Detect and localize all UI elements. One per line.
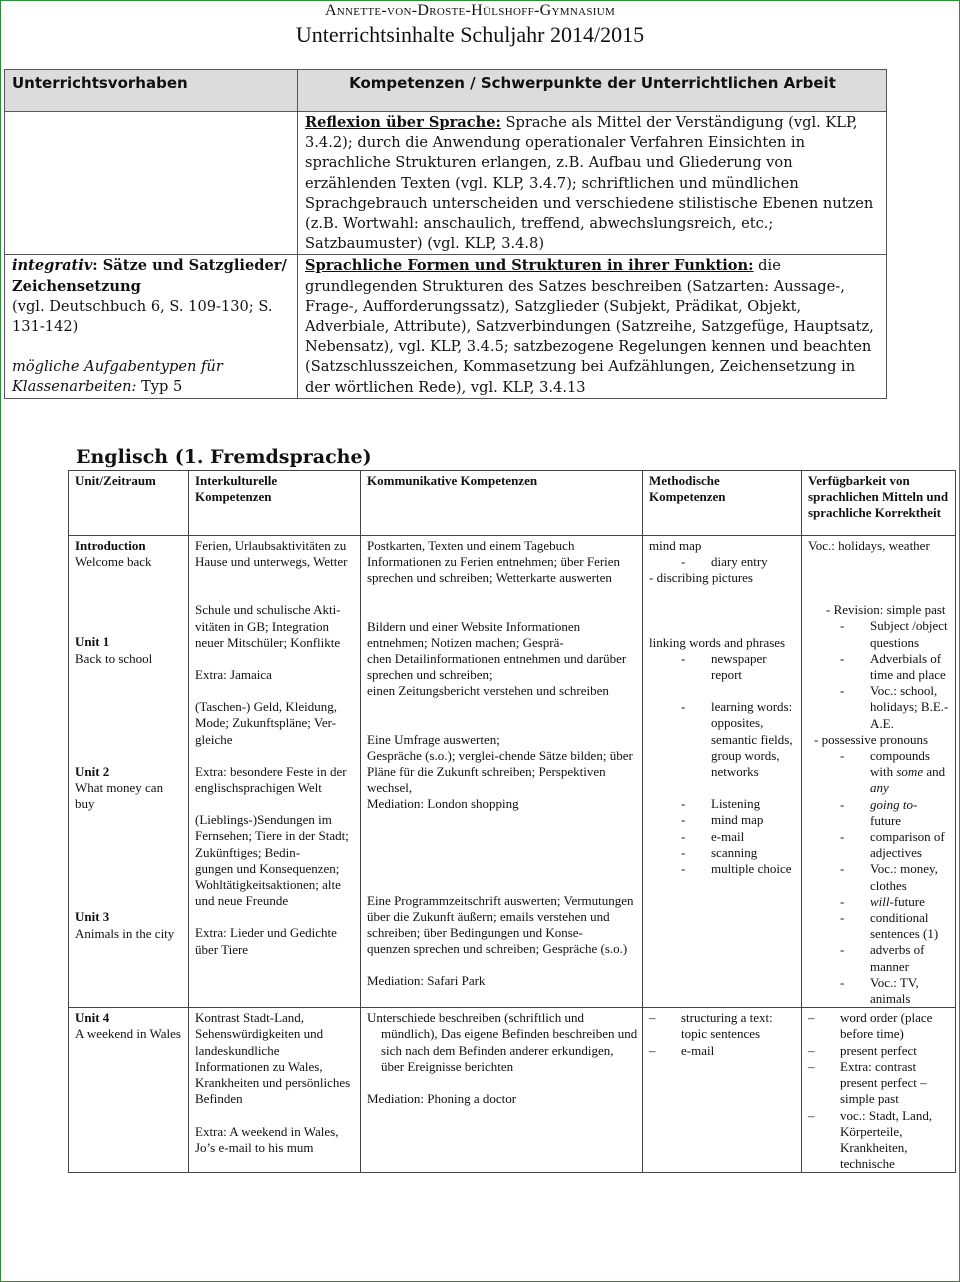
unit4-intercultural-cell — [189, 1008, 361, 1173]
col-header-kompetenzen: Kompetenzen / Schwerpunkte der Unterrichtlichen Arbeit — [298, 70, 887, 112]
col-header-methodical: Methodische Kompetenzen — [643, 471, 802, 536]
unit1-meth-report: - newspaper report — [649, 651, 797, 683]
unit2-extra: Extra: besondere Feste in der englischsprachigen Welt — [195, 763, 347, 796]
unit3-ling-voc-tv: - Voc.: TV, animals — [808, 975, 951, 1007]
unit4-communicative-cell — [361, 1008, 643, 1173]
reflexion-cell — [298, 112, 887, 255]
intro-title: Introduction — [75, 538, 146, 553]
unit4-meth-email: – e-mail — [649, 1043, 797, 1059]
unit4-mediation: Mediation: Phoning a doctor — [367, 1091, 517, 1107]
unit1-title: Unit 1 — [75, 634, 110, 650]
english-header-row — [69, 471, 956, 536]
intro-meth-pictures: - discribing pictures — [649, 570, 753, 586]
unit1-meth-head: linking words and phrases — [649, 634, 786, 650]
unit4-extra: Extra: A weekend in Wales, Jo’s e-mail to his mum — [195, 1123, 339, 1155]
col-header-vorhaben: Unterrichtsvorhaben — [5, 70, 298, 112]
going-to-text: going to- — [870, 796, 918, 812]
unit1-extra: Extra: Jamaica — [195, 667, 272, 683]
unit1-ling-head: - Revision: simple past — [826, 602, 946, 618]
will-text: will — [870, 893, 890, 909]
unit2-ling-head: - possessive pronouns — [814, 731, 929, 747]
col-header-unit: Unit/Zeitraum — [69, 471, 189, 536]
compounds-text: compounds with — [870, 748, 930, 780]
unit3-meth-mindmap: - mind map — [649, 812, 797, 828]
unit3-meth-listening: - Listening — [649, 796, 797, 812]
unit3-subtitle: Animals in the city — [75, 925, 175, 941]
unit3-meth-email: - e-mail — [649, 829, 797, 845]
empty-cell — [5, 112, 298, 255]
will-future: -future — [889, 893, 925, 909]
unit3-ling-conditional: - conditional sentences (1) — [808, 910, 951, 942]
unit4-unit-cell — [69, 1008, 189, 1173]
aufgabentyp-value: Typ 5 — [136, 378, 183, 396]
unit3-ling-comparison: - comparison of adjectives — [808, 829, 951, 861]
unit3-ling-voc-money: - Voc.: money, clothes — [808, 861, 951, 893]
unit3-ling-will — [808, 894, 951, 910]
unit3-title: Unit 3 — [75, 909, 110, 925]
unit3-communicative: Eine Programmzeitschrift auswerten; Vermutungen über die Zukunft äußern; emails verstehen und schreiben; über Bedingungen und Konse- quenzen sprechen und schreiben; Gespräche (s.o.) — [367, 892, 634, 957]
school-name: Annette-von-Droste-Hülshoff-Gymnasium — [324, 2, 616, 19]
intro-ling: Voc.: holidays, weather — [808, 538, 930, 553]
intro-meth-mindmap: mind map — [649, 538, 702, 553]
unit4-meth-structuring: – structuring a text: topic sentences — [649, 1010, 797, 1042]
intro-subtitle: Welcome back — [75, 554, 152, 570]
aufgabentypen-label: mögliche Aufgabentypen für Klassenarbeiten: — [12, 358, 223, 396]
unit3-intercultural: (Lieblings-)Sendungen im Fernsehen; Tiere in der Stadt; Zukünftiges; Bedin- gungen und Konsequenzen; Wohltätigkeitsaktionen; alte und neue Freunde — [195, 812, 349, 909]
saetze-topic: : Sätze und Satzglieder/ Zeichensetzung — [12, 257, 287, 295]
col-header-intercultural: Interkulturelle Kompetenzen — [189, 471, 361, 536]
unit2-title: Unit 2 — [75, 763, 110, 779]
unit1-intercultural: Schule und schulische Akti- vitäten in GB; Integration neuer Mitschüler; Konflikte — [195, 602, 341, 650]
linguistic-column — [802, 536, 956, 1008]
unit4-ling-contrast: – Extra: contrast present perfect – simple past — [808, 1059, 951, 1108]
strukturen-cell — [298, 255, 887, 398]
units-row — [69, 536, 956, 1008]
deutsch-header-row — [5, 70, 887, 112]
unit4-linguistic-cell — [802, 1008, 956, 1173]
unit2-communicative: Eine Umfrage auswerten; Gespräche (s.o.); verglei-chende Sätze bilden; über Pläne für die Zukunft schreiben; Perspektiven wechsel, Mediation: London shopping — [367, 731, 633, 812]
unit1-communicative: Bildern und einer Website Informationen entnehmen; Notizen machen; Gesprä- chen Detailinformationen entnehmen und darüber sprechen und schreiben; einen Zeitungsbericht verstehen und schreiben — [367, 618, 627, 699]
unit1-meth-learning: - learning words: opposites, semantic fields, group words, networks — [649, 699, 797, 780]
unit4-title: Unit 4 — [75, 1010, 110, 1026]
communicative-column — [361, 536, 643, 1008]
strukturen-text: die grundlegenden Strukturen des Satzes beschreiben (Satzarten: Aussage-, Frage-, Aufforderungssatz), Satzglieder (Subjekt, Prädikat, Objekt, Adverbiale, Attribute), Satzverbindungen (Satzreihe, Satzgefüge, Hauptsatz, Nebensatz), vgl. KLP, 3.4.5; satzbezogene Regelungen kennen und beachten (Satzschlusszeichen, Kommasetzung bei Aufzählungen, Zeichensetzung in der wörtlichen Rede), vgl. KLP, 3.4.13 — [305, 257, 874, 396]
unit1-ling-adverbials: - Adverbials of time and place — [808, 651, 951, 683]
unit2-intercultural: (Taschen-) Geld, Kleidung, Mode; Zukunftspläne; Ver- gleiche — [195, 699, 338, 747]
deutsch-row-saetze — [5, 255, 887, 398]
col-header-communicative: Kommunikative Kompetenzen — [361, 471, 643, 536]
unit2-ling-compounds — [808, 748, 951, 797]
integrativ-label: integrativ — [12, 257, 93, 275]
unit1-ling-voc: - Voc.: school, holidays; B.E.-A.E. — [808, 683, 951, 732]
unit4-row — [69, 1008, 956, 1173]
reflexion-label: Reflexion über Sprache: — [305, 114, 501, 131]
compounds-and: and — [923, 764, 946, 780]
unit3-extra: Extra: Lieder und Gedichte über Tiere — [195, 925, 337, 957]
unit-column — [69, 536, 189, 1008]
deutsch-row-reflexion — [5, 112, 887, 255]
unit4-intercultural: Kontrast Stadt-Land, Sehenswürdigkeiten und landeskundliche Informationen zu Wales, Krankheiten und persönliches Befinden — [195, 1010, 351, 1107]
unit4-ling-word-order: – word order (place before time) — [808, 1010, 951, 1042]
unit1-subtitle: Back to school — [75, 650, 153, 666]
unit1-ling-questions: - Subject /object questions — [808, 618, 951, 650]
page-subtitle: Unterrichtsinhalte Schuljahr 2014/2015 — [295, 22, 645, 47]
unit3-ling-adverbs: - adverbs of manner — [808, 942, 951, 974]
unit3-mediation: Mediation: Safari Park — [367, 973, 486, 989]
reflexion-text: Sprache als Mittel der Verständigung (vgl. KLP, 3.4.2); durch die Anwendung operationaler Verfahren Einsichten in sprachliche Strukturen erlangen, z.B. Aufbau und Gliederung von erzählenden Texten (vgl. KLP, 3.4.7); schriftlichen und mündlichen Sprachgebrauch unterscheiden und verschiedene stilistische Ebenen nutzen (z.B. Wortwahl: anschaulich, treffend, abwechslungsreich, etc.; Satzbaumuster) (vgl. KLP, 3.4.8) — [305, 114, 874, 253]
unit2-subtitle: What money can buy — [75, 780, 164, 812]
going-to-future: future — [870, 812, 902, 828]
unit3-meth-scanning: - scanning — [649, 845, 797, 861]
unit4-subtitle: A weekend in Wales — [75, 1026, 181, 1042]
unit3-meth-choice: - multiple choice — [649, 861, 797, 877]
unit4-communicative: Unterschiede beschreiben (schriftlich und mündlich), Das eigene Befinden beschreiben und sich nach dem Befinden anderer erkundigen, über Ereignisse berichten — [367, 1010, 638, 1074]
intro-intercultural: Ferien, Urlaubsaktivitäten zu Hause und unterwegs, Wetter — [195, 538, 348, 570]
unit4-ling-present-perfect: – present perfect — [808, 1043, 951, 1059]
deutsch-table — [4, 69, 887, 399]
unit2-ling-going-to — [808, 797, 951, 829]
english-section-title: Englisch (1. Fremdsprache) — [76, 446, 372, 468]
strukturen-label: Sprachliche Formen und Strukturen in ihrer Funktion: — [305, 257, 754, 275]
saetze-left-cell — [5, 255, 298, 398]
intro-communicative: Postkarten, Texten und einem Tagebuch Informationen zu Ferien entnehmen; über Ferien sprechen und schreiben; Wetterkarte auswerten — [367, 538, 621, 586]
saetze-reference: (vgl. Deutschbuch 6, S. 109-130; S. 131-142) — [12, 297, 273, 336]
unit4-methodical-cell — [643, 1008, 802, 1173]
compounds-any: any — [870, 780, 889, 796]
compounds-some: some — [896, 764, 924, 780]
methodical-column — [643, 536, 802, 1008]
col-header-linguistic: Verfügbarkeit von sprachlichen Mitteln und sprachliche Korrektheit — [802, 471, 956, 536]
english-table — [68, 470, 956, 1173]
intercultural-column — [189, 536, 361, 1008]
unit4-ling-voc: – voc.: Stadt, Land, Körperteile, Krankheiten, technische — [808, 1108, 951, 1173]
intro-meth-diary: - diary entry — [649, 554, 797, 570]
